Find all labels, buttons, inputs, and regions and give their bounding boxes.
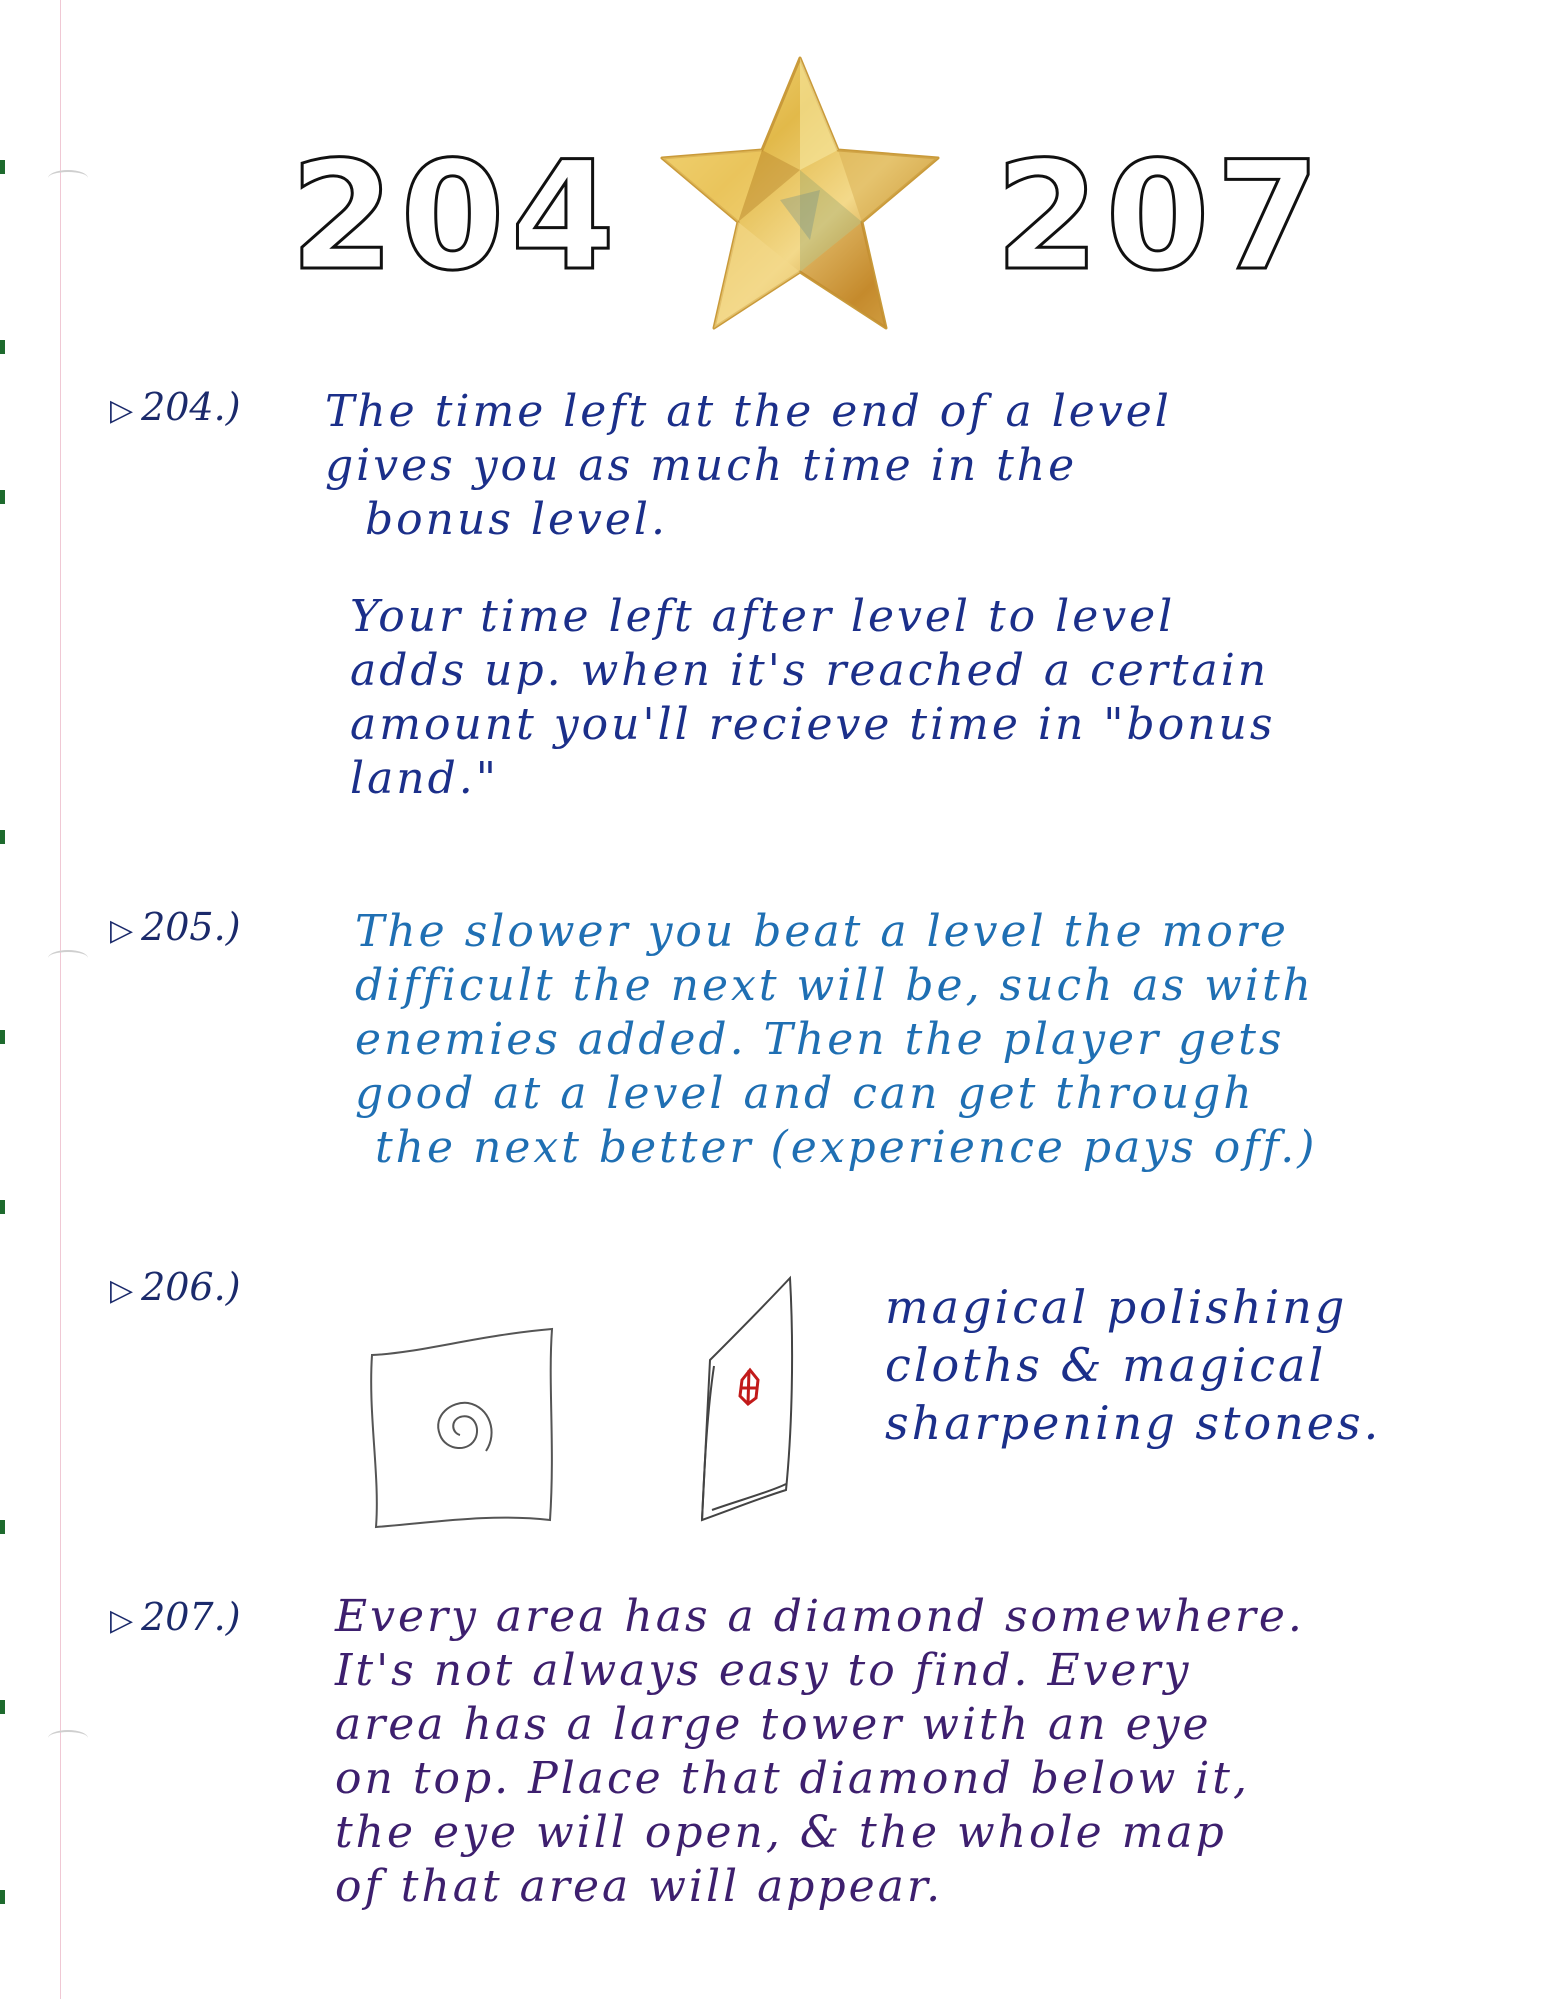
binder-tick [0, 1700, 5, 1714]
text-line: cloths & magical [885, 1338, 1327, 1392]
binder-tick [0, 1030, 5, 1044]
binder-tick [0, 1200, 5, 1214]
text-line: It's not always easy to find. Every [335, 1645, 1192, 1696]
text-line: good at a level and can get through [355, 1068, 1255, 1119]
title-end-number: 207 [995, 130, 1327, 304]
text-line: magical polishing [885, 1280, 1348, 1334]
binder-tick [0, 340, 5, 354]
text-line: amount you'll recieve time in "bonus [350, 699, 1276, 750]
binder-tick [0, 1520, 5, 1534]
punch-hole-mark [48, 950, 88, 966]
triangle-bullet-icon: ▷ [110, 393, 134, 428]
text-line: of that area will appear. [335, 1861, 944, 1912]
binder-tick [0, 1890, 5, 1904]
text-line: The slower you beat a level the more [355, 906, 1289, 957]
sharpening-stone-sketch-icon [690, 1270, 810, 1530]
triangle-bullet-icon: ▷ [110, 1603, 134, 1638]
punch-hole-mark [48, 170, 88, 186]
text-line: Every area has a diamond somewhere. [335, 1591, 1305, 1642]
binder-tick [0, 490, 5, 504]
entry-number-205: ▷ 205.) [110, 905, 241, 949]
entry-number-206: ▷ 206.) [110, 1265, 241, 1309]
text-line: area has a large tower with an eye [335, 1699, 1212, 1750]
page-title [260, 40, 1327, 340]
binder-tick [0, 830, 5, 844]
binder-tick [0, 160, 5, 174]
entry-207-text [335, 1590, 1305, 1914]
entry-204-paragraph-1 [325, 385, 1172, 547]
text-line: on top. Place that diamond below it, [335, 1753, 1250, 1804]
text-line: difficult the next will be, such as with [355, 960, 1314, 1011]
text-line: The time left at the end of a level [325, 386, 1172, 437]
text-line: the next better (experience pays off.) [375, 1122, 1318, 1173]
entry-number-207: ▷ 207.) [110, 1595, 241, 1639]
entry-205-text [355, 905, 1317, 1175]
triangle-bullet-icon: ▷ [110, 913, 134, 948]
entry-204-paragraph-2 [350, 590, 1275, 806]
triangle-bullet-icon: ▷ [110, 1273, 134, 1308]
entry-206-text [885, 1278, 1381, 1452]
text-line: sharpening stones. [885, 1396, 1382, 1450]
text-line: Your time left after level to level [350, 591, 1176, 642]
polishing-cloth-sketch-icon [360, 1325, 570, 1535]
star-sticker-icon [650, 50, 950, 340]
entry-number-204: ▷ 204.) [110, 385, 241, 429]
text-line: the eye will open, & the whole map [335, 1807, 1227, 1858]
text-line: adds up. when it's reached a certain [350, 645, 1270, 696]
punch-hole-mark [48, 1730, 88, 1746]
text-line: gives you as much time in the [325, 440, 1078, 491]
text-line: land." [350, 753, 500, 804]
text-line: enemies added. Then the player gets [355, 1014, 1285, 1065]
title-start-number: 204 [290, 130, 622, 304]
margin-line [60, 0, 61, 1999]
text-line: bonus level. [365, 494, 668, 545]
